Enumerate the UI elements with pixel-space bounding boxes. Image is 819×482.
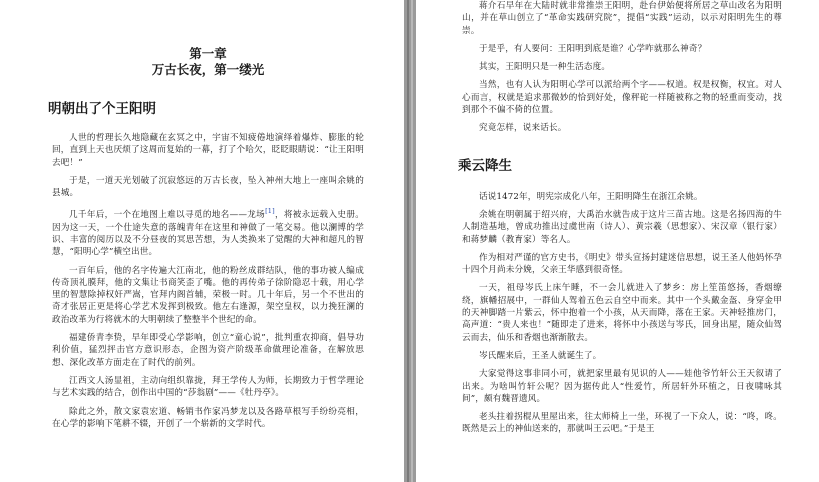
paragraph: 大家觉得这事非同小可，就把家里最有见识的人——娃他爷竹轩公王天叙请了出来。为啥叫竹轩公呢？因为据传此人“性爱竹，所居轩外环植之，日夜啸咏其间”，颇有魏晋遗风。 bbox=[462, 369, 782, 404]
paragraph: 福建侨青李贽，早年即受心学影响，创立“童心说”，批判重农抑商，倡导功利价值，猛烈抨击官方意识形态，企图为资产阶级革命做理论准备，在解放思想、深化改革方面走在了时代的前列。 bbox=[52, 333, 364, 368]
paragraph bbox=[52, 205, 364, 258]
paragraph: 话说1472年，明宪宗成化八年，王阳明降生在浙江余姚。 bbox=[479, 191, 703, 202]
paragraph: 江西文人汤显祖，主动向组织靠拢，拜王学传人为师，长期致力于哲学理论与艺术实践的结合，创作出中国的“莎翁剧”——《牡丹亭》。 bbox=[52, 375, 364, 399]
chapter-number: 第一章 bbox=[189, 46, 227, 61]
paragraph: 余姚在明朝属于绍兴府，大禹治水就告成于这片三苗古地。这是名扬四海的牛人制造基地，曾成功推出过虞世南（诗人）、黄宗羲（思想家）、宋汉章（银行家）和蒋梦麟（教育家）等名人。 bbox=[462, 209, 782, 245]
paragraph: 一天，祖母岑氏上床午睡，不一会儿就进入了梦乡：房上笙笛悠扬，香烟缭绕，旗幡招展中，一群仙人驾着五色云自空中而来。其中一个头戴金盔、身穿金甲的天神脚踏一片紫云，怀中抱着一个小孩，从天而降，落在王家。天神轻推房门，高声道：“贵人来也！”随即走了进来，将怀中小孩送与岑氏，回身出屋，随众仙驾云而去，仙乐和香烟也渐渐散去。 bbox=[462, 283, 782, 343]
paragraph-text: 几千年后，一个在地图上难以寻觅的地名——龙场 bbox=[69, 210, 266, 221]
paragraph: 于是，一道天光划破了沉寂悠远的万古长夜，坠入神州大地上一座叫余姚的县城。 bbox=[52, 175, 364, 199]
paragraph: 于是乎，有人要问：王阳明到底是谁？心学咋就那么神奇？ bbox=[479, 43, 707, 54]
section-title: 乘云降生 bbox=[458, 157, 512, 174]
chapter-title: 万古长夜，第一缕光 bbox=[151, 62, 265, 77]
paragraph: 人世的哲理长久地隐藏在玄冥之中，宇宙不知疲倦地演绎着爆炸、膨胀的轮回，直到上天也厌烦了这周而复始的一幕，打了个哈欠，眨眨眼睛说：“让王阳明去吧！” bbox=[52, 133, 364, 168]
footnote-link[interactable]: [1] bbox=[265, 207, 275, 216]
paragraph-text: ，将被永远载入史册。因为这一天，一个仕途失意的落魄青年在这里和神做了一笔交易。他以澜博的学识、丰富的阅历以及不分昼夜的冥思苦想，为人类换来了觉醒的大神和超凡的智慧，“阳明心学”横空出世。 bbox=[52, 210, 364, 258]
paragraph: 除此之外，散文家袁宏道、畅销书作家冯梦龙以及各路草根写手纷纷亮相，在心学的影响下笔耕不辍，开创了一个崭新的文学时代。 bbox=[52, 406, 364, 429]
paragraph: 其实，王阳明只是一种生活态度。 bbox=[479, 62, 611, 73]
left-page bbox=[0, 0, 404, 482]
page-spine bbox=[404, 0, 416, 482]
paragraph: 究竟怎样，说来话长。 bbox=[479, 123, 567, 134]
left-page-content bbox=[48, 46, 364, 436]
paragraph: 一百年后，他的名字传遍大江南北，他的粉丝成群结队，他的事功被人编成传奇顶礼膜拜，他的文集让书商笑歪了嘴。他的再传弟子徐阶隐忍十载，用心学里的智慧除掉权奸严嵩，官拜内阁首辅，荣极一时。几十年后，另一个不世出的奇才张居正更是将心学艺术发挥到极致。他左右逢源，架空皇权，以力挽狂澜的政治改革为行将就木的大明朝续了整整半个世纪的命。 bbox=[52, 265, 364, 325]
paragraph: 蒋介石早年在大陆时就非常推崇王阳明，赴台伊始便将所居之草山改名为阳明山，并在草山创立了“革命实践研究院”，提倡“实践”运动，以示对阳明先生的尊崇。 bbox=[462, 1, 782, 36]
paragraph: 岑氏醒来后，王圣人就诞生了。 bbox=[479, 350, 602, 361]
right-page bbox=[416, 0, 819, 482]
paragraph: 老头拄着拐棍从里屋出来，往太师椅上一坐，环视了一下众人，说：“咚，咚。既然是云上的神仙送来的，那就叫王云吧。”于是王 bbox=[462, 412, 782, 435]
right-page-content bbox=[458, 0, 782, 442]
section-title: 明朝出了个王阳明 bbox=[48, 101, 156, 117]
paragraph: 当然，也有人认为阳明心学可以派给两个字——权道。权是权衡，权宜。对人心而言，权就是追求那微妙的恰到好处，像秤砣一样随被称之物的轻重而变动，找到那个不偏不倚的位置。 bbox=[462, 80, 782, 116]
paragraph: 作为相对严谨的官方史书，《明史》带头宣扬封建迷信思想，说王圣人他妈怀孕十四个月尚未分娩，父亲王华感到很奇怪。 bbox=[462, 252, 782, 276]
